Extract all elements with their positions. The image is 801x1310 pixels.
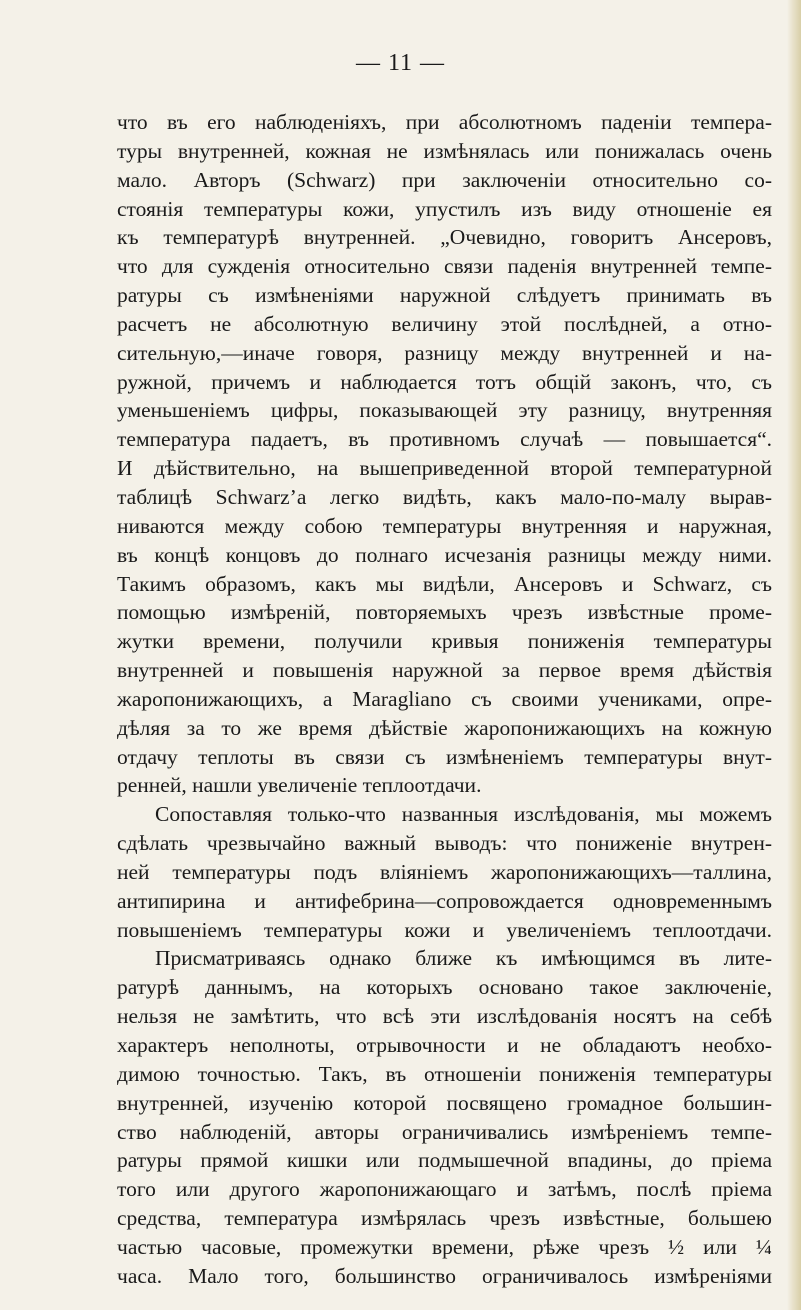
text-line: сительную,—иначе говоря, разницу между внутренней и на-	[117, 340, 772, 365]
text-line: ратуры съ измѣненіями наружной слѣдуетъ принимать въ	[117, 283, 772, 308]
text-line: что для сужденія относительно связи паденія внутренней темпе-	[117, 254, 772, 279]
text-line: Такимъ образомъ, какъ мы видѣли, Ансеровъ и Schwarz, съ	[117, 571, 772, 596]
text-line: туры внутренней, кожная не измѣнялась или понижалась очень	[117, 138, 772, 163]
text-line: средства, температура измѣрялась чрезъ извѣстные, большею	[117, 1206, 772, 1231]
text-line: жаропонижающихъ, а Maragliano съ своими учениками, опре-	[117, 686, 772, 711]
text-line: стоянія температуры кожи, упустилъ изъ виду отношеніе ея	[117, 196, 772, 221]
text-line: Присматриваясь однако ближе къ имѣющимся въ лите-	[155, 946, 772, 971]
text-line: уменьшеніемъ цифры, показывающей эту разницу, внутренняя	[117, 398, 772, 423]
text-line: ружной, причемъ и наблюдается тотъ общій законъ, что, съ	[117, 369, 772, 394]
text-line: дѣляя за то же время дѣйствіе жаропонижающихъ на кожную	[117, 715, 772, 740]
text-line: температура падаетъ, въ противномъ случаѣ — повышается“.	[117, 427, 772, 452]
page-number: — 11 —	[355, 50, 446, 76]
text-line: ратуры прямой кишки или подмышечной впадины, до пріема	[117, 1148, 772, 1173]
page-edge	[787, 0, 801, 1310]
text-line: ренней, нашли увеличеніе теплоотдачи.	[117, 773, 482, 798]
text-line: къ температурѣ внутренней. „Очевидно, говоритъ Ансеровъ,	[117, 225, 772, 250]
text-line: часа. Мало того, большинство ограничивалось измѣреніями	[117, 1263, 772, 1288]
text-line: частью часовые, промежутки времени, рѣже чрезъ ½ или ¼	[117, 1234, 772, 1259]
text-line: димою точностью. Такъ, въ отношеніи пониженія температуры	[117, 1061, 772, 1086]
text-line: сдѣлать чрезвычайно важный выводъ: что пониженіе внутрен-	[117, 831, 772, 856]
text-line: отдачу теплоты въ связи съ измѣненіемъ температуры внут-	[117, 744, 772, 769]
text-line: повышеніемъ температуры кожи и увеличеніемъ теплоотдачи.	[117, 917, 772, 942]
text-line: въ концѣ концовъ до полнаго исчезанія разницы между ними.	[117, 542, 772, 567]
text-line: ратурѣ даннымъ, на которыхъ основано такое заключеніе,	[117, 975, 772, 1000]
text-line: что въ его наблюденіяхъ, при абсолютномъ паденіи темпера-	[117, 110, 772, 134]
text-line: расчетъ не абсолютную величину этой послѣдней, а отно-	[117, 311, 772, 336]
text-line: внутренней, изученію которой посвящено громадное большин-	[117, 1090, 772, 1115]
text-line: того или другого жаропонижающаго и затѣмъ, послѣ пріема	[117, 1177, 772, 1202]
text-line: внутренней и повышенія наружной за первое время дѣйствія	[117, 658, 772, 683]
text-line: жутки времени, получили кривыя пониженія температуры	[117, 629, 772, 654]
text-line: антипирина и антифебрина—сопровождается одновременнымъ	[117, 888, 772, 913]
text-line: мало. Авторъ (Schwarz) при заключеніи относительно со-	[117, 167, 772, 192]
text-line: нельзя не замѣтить, что всѣ эти изслѣдованія носятъ на себѣ	[117, 1004, 772, 1029]
text-line: характеръ неполноты, отрывочности и не обладаютъ необхо-	[117, 1033, 772, 1057]
body-text	[117, 108, 772, 1291]
text-line: таблицѣ Schwarz’а легко видѣть, какъ мало-по-малу вырав-	[117, 484, 772, 509]
text-line: ней температуры подъ вліяніемъ жаропонижающихъ—таллина,	[117, 859, 772, 884]
text-line: Сопоставляя только-что названныя изслѣдованія, мы можемъ	[155, 802, 772, 827]
text-line: И дѣйствительно, на вышеприведенной второй температурной	[117, 456, 772, 481]
text-line: ниваются между собою температуры внутренняя и наружная,	[117, 513, 772, 538]
text-line: ство наблюденій, авторы ограничивались измѣреніемъ темпе-	[117, 1119, 772, 1144]
text-line: помощью измѣреній, повторяемыхъ чрезъ извѣстные проме-	[117, 600, 772, 625]
